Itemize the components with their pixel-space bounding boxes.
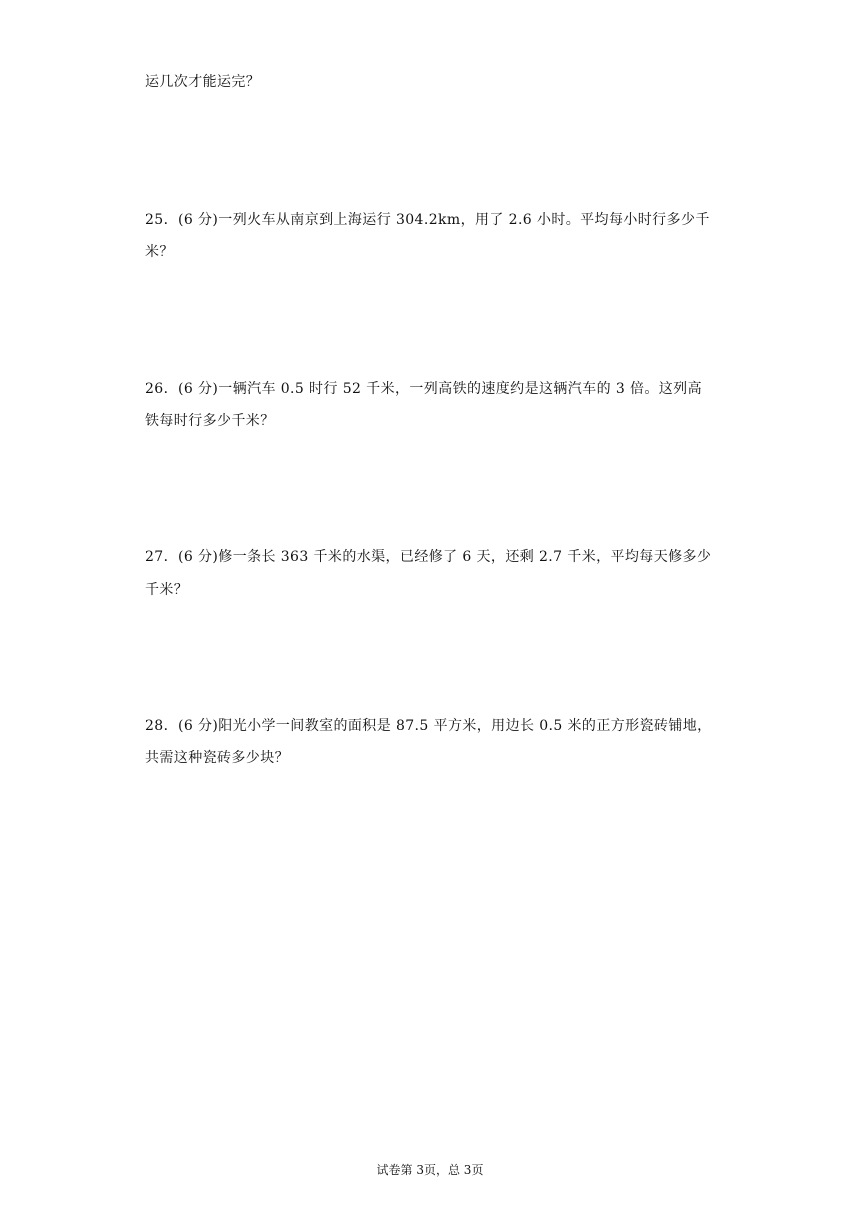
page-footer: 试卷第 3页，总 3页 xyxy=(376,1163,484,1177)
question-27-line-2: 千米？ xyxy=(145,582,189,598)
question-25-line-1: 25．(6 分)一列火车从南京到上海运行 304.2km，用了 2.6 小时。平均每小时行多少千 xyxy=(145,212,710,228)
question-28-line-1: 28．(6 分)阳光小学一间教室的面积是 87.5 平方米，用边长 0.5 米的正方形瓷砖铺地， xyxy=(145,718,712,734)
question-26-line-2: 铁每时行多少千米？ xyxy=(145,413,275,429)
question-26-line-1: 26．(6 分)一辆汽车 0.5 时行 52 千米，一列高铁的速度约是这辆汽车的 3 倍。这列高 xyxy=(145,381,702,397)
question-24-continuation: 运几次才能运完？ xyxy=(145,74,261,90)
question-28-line-2: 共需这种瓷砖多少块？ xyxy=(145,750,289,766)
question-25-line-2: 米？ xyxy=(145,244,174,260)
question-27-line-1: 27．(6 分)修一条长 363 千米的水渠，已经修了 6 天，还剩 2.7 千米，平均每天修多少 xyxy=(145,549,712,565)
